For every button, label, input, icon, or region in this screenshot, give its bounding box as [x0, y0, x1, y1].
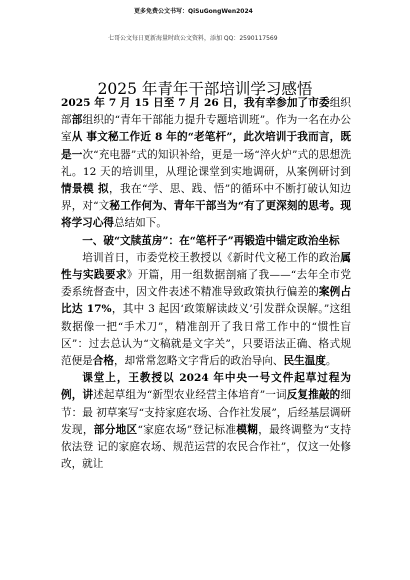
text-run: ，最终调整为“支持依法登 记的家庭农场、规范运营的农民合作社”，仅这一处修改，就让 — [61, 423, 352, 471]
text-run: 从 事文秘工作近 8 年的“老笔杆”，此次培训于我而言，既是一 — [61, 131, 351, 161]
text-run: ，却常常忽略文字背后的政治导向、 — [113, 355, 284, 368]
paragraph-classroom — [61, 370, 351, 473]
text-run: 属性与实践要求 — [61, 251, 351, 282]
paragraph-intro — [61, 95, 351, 233]
text-run: 民生温度 — [283, 355, 326, 368]
text-run: 合格 — [92, 355, 114, 368]
document-body — [61, 95, 351, 473]
paragraph-training-day1 — [61, 250, 351, 370]
text-run: 次“充电器”式的知识补给，更是一场“淬火炉”式的思想洗礼。12 天的培训里，从理论课堂到实地调研，从案例研讨到 — [61, 148, 351, 178]
header-promo-line: 更多免费公文书写：QiSuGongWen2024 — [134, 8, 253, 15]
text-run: ，我在“学、思、践、悟”的循环中不断打破认知边界，对“文 — [61, 183, 351, 213]
text-run: 培训首日，市委党校王教授以《新时代文秘工作的政治 — [82, 251, 341, 264]
text-run: 模糊 — [236, 423, 259, 436]
text-run: 部分地区 — [93, 423, 138, 436]
heading-text: 一、破“文牍茧房”：在“笔杆子”再锻造中锚定政治坐标 — [82, 234, 340, 247]
text-run: ，其中 3 起因‘政策解读歧义’引发群众误解。”这组数据像一把“手术刀”，精准剖开了我日常工作中的“惯性盲区”：过去总认为“文稿就是文字关”，只要语法正确、格式规范便是 — [61, 303, 352, 368]
text-run: 2025 年 7 月 15 日至 7 月 26 日，我有幸参加了市委 — [61, 97, 330, 109]
text-run: “家庭农场”登记标准 — [137, 423, 237, 436]
text-run: 案例占比达 17% — [61, 286, 352, 316]
text-run: 》开篇，用一组数据剖痛了我——“去年全市党委系统督查中，因文件表述不精准导致政策执行偏差的 — [61, 269, 352, 299]
document-title: 2025 年青年干部培训学习感悟 — [97, 80, 313, 98]
text-run: 细节：最 初草案写“支持家庭农场、合作社发展”，后经基层调研发现， — [61, 389, 352, 436]
text-run: 反复推敲的 — [286, 389, 341, 402]
text-run: 总结如下。 — [113, 217, 167, 230]
text-run: 课堂上，王教授以 2024 年中央一号文件起草过程为例，讲 — [61, 372, 351, 402]
text-run: 部 — [71, 114, 83, 127]
text-run: 组织部 — [61, 97, 352, 127]
header-contact-line: 七哥公文每日更新海量时政公文资料，添加 QQ：2590117569 — [108, 35, 278, 42]
text-run: 组织的“青年干部能力提升专题培训班”。作为一名在办公室 — [61, 114, 351, 144]
text-run: 秘工作何为、青年干部当为“有了更深刻的思考。现将学习心得 — [61, 200, 351, 230]
text-run: 述起草组为“新型农业经营主体培育”一词 — [93, 389, 287, 402]
text-run: 。 — [325, 355, 337, 368]
section-heading — [61, 233, 351, 250]
text-run: 情景模 拟 — [61, 183, 110, 196]
